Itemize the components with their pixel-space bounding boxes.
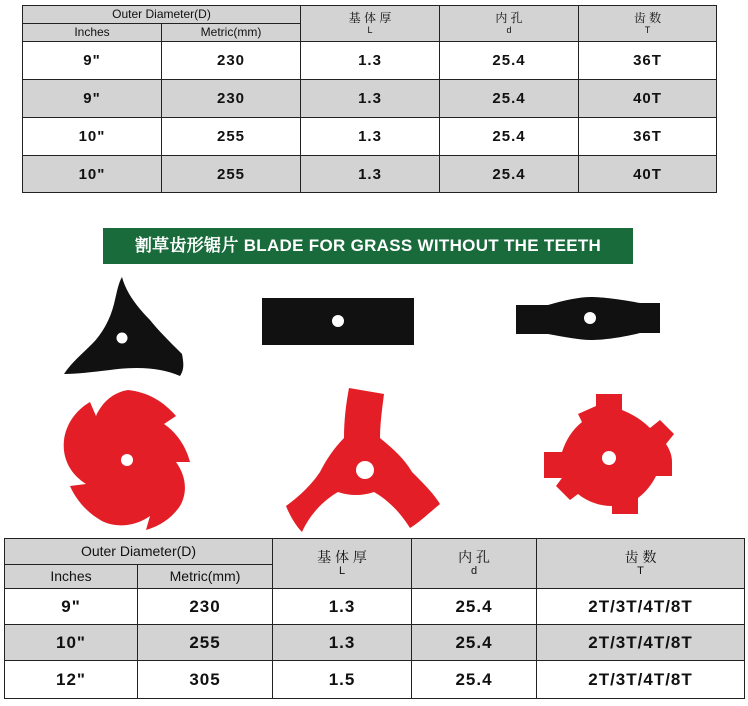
- thickness-cell: 1.3: [273, 625, 412, 661]
- inches-cell: 10": [23, 118, 162, 156]
- round-five-slot-red-blade-icon: [64, 390, 190, 530]
- teeth-cell: 40T: [579, 80, 717, 118]
- bore-header: [412, 539, 537, 589]
- thickness-cell: 1.3: [301, 80, 440, 118]
- metric-header: Metric(mm): [162, 24, 301, 42]
- three-wing-red-blade-icon: [286, 388, 440, 532]
- section-title-cn: 割草齿形锯片: [134, 236, 239, 255]
- thickness-cell: 1.3: [301, 118, 440, 156]
- metric-cell: 255: [162, 118, 301, 156]
- inches-cell: 10": [23, 156, 162, 193]
- four-tab-red-blade-icon: [544, 394, 674, 514]
- metric-cell: 255: [162, 156, 301, 193]
- bore-cell: 25.4: [440, 80, 579, 118]
- bore-header-cn: 内 孔: [458, 549, 490, 565]
- teeth-header-symbol: T: [637, 565, 644, 577]
- tapered-black-blade-icon: [516, 297, 660, 340]
- bottom-header-row-1: [5, 539, 745, 565]
- rectangular-black-blade-icon: [262, 298, 414, 345]
- inches-cell: 9": [23, 80, 162, 118]
- thickness-cell: 1.5: [273, 661, 412, 699]
- metric-header: Metric(mm): [138, 565, 273, 589]
- teeth-header-symbol: T: [644, 25, 651, 35]
- section-title-en: BLADE FOR GRASS WITHOUT THE TEETH: [243, 236, 602, 255]
- metric-cell: 305: [138, 661, 273, 699]
- teeth-cell: 2T/3T/4T/8T: [537, 625, 745, 661]
- bore-cell: 25.4: [412, 661, 537, 699]
- table-row: [5, 625, 745, 661]
- metric-cell: 230: [162, 42, 301, 80]
- inches-header: Inches: [5, 565, 138, 589]
- thickness-cell: 1.3: [301, 42, 440, 80]
- teeth-cell: 2T/3T/4T/8T: [537, 589, 745, 625]
- inches-header: Inches: [23, 24, 162, 42]
- thickness-header-cn: 基 体 厚: [317, 549, 367, 565]
- bore-header-symbol: d: [506, 25, 512, 35]
- bore-cell: 25.4: [440, 42, 579, 80]
- outer-diameter-header: Outer Diameter(D): [5, 539, 273, 565]
- bottom-spec-table: [4, 538, 745, 699]
- bore-cell: 25.4: [412, 625, 537, 661]
- metric-cell: 255: [138, 625, 273, 661]
- teeth-cell: 40T: [579, 156, 717, 193]
- bore-header-symbol: d: [470, 565, 478, 577]
- thickness-header-symbol: L: [367, 25, 373, 35]
- metric-cell: 230: [138, 589, 273, 625]
- thickness-header-symbol: L: [338, 565, 346, 577]
- teeth-cell: 36T: [579, 118, 717, 156]
- outer-diameter-header: Outer Diameter(D): [23, 6, 301, 24]
- bore-cell: 25.4: [440, 156, 579, 193]
- teeth-header-cn: 齿 数: [633, 11, 662, 25]
- thickness-header: [273, 539, 412, 589]
- table-row: [5, 661, 745, 699]
- three-wing-black-blade-icon: [64, 277, 183, 376]
- bore-cell: 25.4: [412, 589, 537, 625]
- table-row: [5, 589, 745, 625]
- inches-cell: 12": [5, 661, 138, 699]
- bore-cell: 25.4: [440, 118, 579, 156]
- bore-header-cn: 内 孔: [495, 11, 523, 25]
- teeth-cell: 36T: [579, 42, 717, 80]
- thickness-cell: 1.3: [273, 589, 412, 625]
- inches-cell: 9": [23, 42, 162, 80]
- teeth-cell: 2T/3T/4T/8T: [537, 661, 745, 699]
- thickness-header-cn: 基 体 厚: [348, 11, 392, 25]
- inches-cell: 10": [5, 625, 138, 661]
- teeth-header: [537, 539, 745, 589]
- teeth-header-cn: 齿 数: [624, 549, 657, 565]
- thickness-cell: 1.3: [301, 156, 440, 193]
- metric-cell: 230: [162, 80, 301, 118]
- inches-cell: 9": [5, 589, 138, 625]
